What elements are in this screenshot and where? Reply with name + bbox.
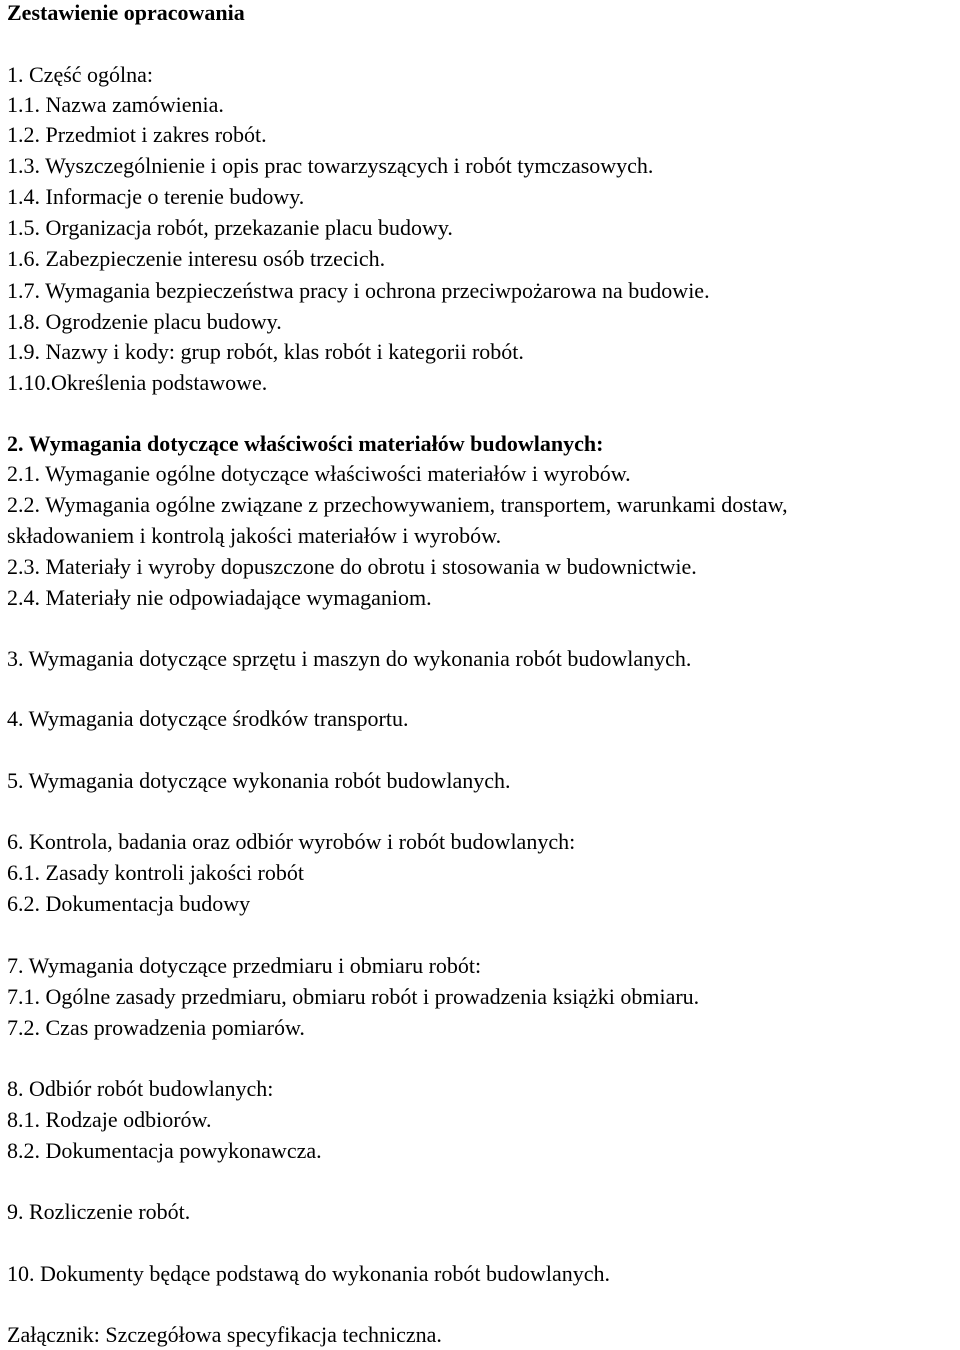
attachment-line: Załącznik: Szczegółowa specyfikacja techniczna. <box>7 1322 442 1347</box>
toc-line-1-9: 1.9. Nazwy i kody: grup robót, klas robót i kategorii robót. <box>7 339 524 364</box>
toc-line-6-1: 6.1. Zasady kontroli jakości robót <box>7 860 304 885</box>
toc-line-1-3: 1.3. Wyszczególnienie i opis prac towarzyszących i robót tymczasowych. <box>7 153 654 178</box>
toc-line-1-1: 1.1. Nazwa zamówienia. <box>7 92 224 117</box>
toc-line-1: 1. Część ogólna: <box>7 62 154 87</box>
toc-line-1-7: 1.7. Wymagania bezpieczeństwa pracy i ochrona przeciwpożarowa na budowie. <box>7 278 710 303</box>
toc-line-2-1: 2.1. Wymaganie ogólne dotyczące właściwości materiałów i wyrobów. <box>7 461 631 486</box>
toc-line-2-4: 2.4. Materiały nie odpowiadające wymaganiom. <box>7 585 432 610</box>
toc-line-10: 10. Dokumenty będące podstawą do wykonania robót budowlanych. <box>7 1261 611 1286</box>
toc-line-7-2: 7.2. Czas prowadzenia pomiarów. <box>7 1015 305 1040</box>
toc-line-1-2: 1.2. Przedmiot i zakres robót. <box>7 122 267 147</box>
toc-line-1-10: 1.10.Określenia podstawowe. <box>7 370 268 395</box>
toc-line-6: 6. Kontrola, badania oraz odbiór wyrobów i robót budowlanych: <box>7 829 576 854</box>
toc-line-2-2: 2.2. Wymagania ogólne związane z przechowywaniem, transportem, warunkami dostaw, <box>7 492 788 517</box>
toc-line-5: 5. Wymagania dotyczące wykonania robót budowlanych. <box>7 768 511 793</box>
toc-line-9: 9. Rozliczenie robót. <box>7 1199 191 1224</box>
page-title: Zestawienie opracowania <box>7 0 245 25</box>
toc-line-1-6: 1.6. Zabezpieczenie interesu osób trzecich. <box>7 246 386 271</box>
toc-line-1-4: 1.4. Informacje o terenie budowy. <box>7 184 305 209</box>
toc-line-1-8: 1.8. Ogrodzenie placu budowy. <box>7 309 282 334</box>
toc-line-8-1: 8.1. Rodzaje odbiorów. <box>7 1107 212 1132</box>
toc-line-4: 4. Wymagania dotyczące środków transportu. <box>7 706 409 731</box>
toc-line-7-1: 7.1. Ogólne zasady przedmiaru, obmiaru robót i prowadzenia książki obmiaru. <box>7 984 700 1009</box>
toc-line-8: 8. Odbiór robót budowlanych: <box>7 1076 274 1101</box>
toc-line-2-3: 2.3. Materiały i wyroby dopuszczone do obrotu i stosowania w budownictwie. <box>7 554 697 579</box>
toc-line-1-5: 1.5. Organizacja robót, przekazanie placu budowy. <box>7 215 453 240</box>
toc-line-2: 2. Wymagania dotyczące właściwości materiałów budowlanych: <box>7 431 604 456</box>
toc-line-3: 3. Wymagania dotyczące sprzętu i maszyn do wykonania robót budowlanych. <box>7 646 692 671</box>
toc-line-6-2: 6.2. Dokumentacja budowy <box>7 891 251 916</box>
toc-line-2-2-continued: składowaniem i kontrolą jakości materiałów i wyrobów. <box>7 523 502 548</box>
toc-line-7: 7. Wymagania dotyczące przedmiaru i obmiaru robót: <box>7 953 482 978</box>
toc-line-8-2: 8.2. Dokumentacja powykonawcza. <box>7 1138 322 1163</box>
